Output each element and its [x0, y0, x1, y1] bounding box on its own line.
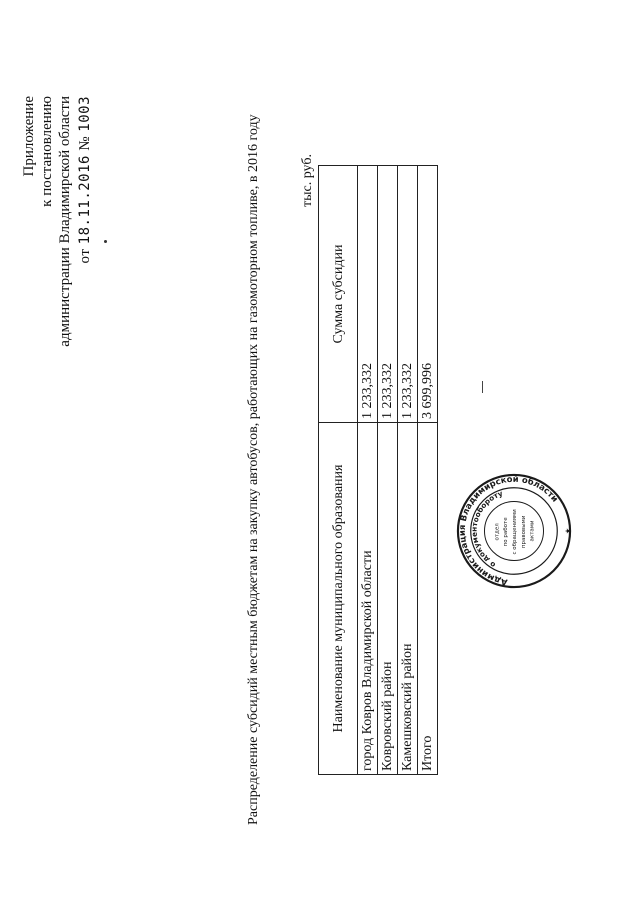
stamp-center-line: правовыми — [520, 515, 527, 549]
table-row-total — [418, 166, 438, 775]
stray-mark — [482, 381, 483, 393]
table-row — [398, 166, 418, 775]
stamp-center-line: по работе — [503, 517, 510, 547]
table-header-row — [319, 166, 358, 775]
appendix-authority: администрации Владимирской области — [57, 96, 73, 347]
header-municipality: Наименование муниципального образования — [319, 423, 358, 775]
header-amount: Сумма субсидии — [319, 166, 358, 423]
stamp-star-icon: ★ — [565, 527, 573, 535]
row-name: город Ковров Владимирской области — [358, 423, 378, 775]
units-label: тыс. руб. — [300, 154, 315, 207]
stamp-outer-text: Администрация Владимирской области — [456, 473, 561, 588]
table-row — [378, 166, 398, 775]
row-name: Камешковский район — [398, 423, 418, 775]
stamp-inner-prefix: о — [487, 559, 498, 570]
appendix-date-number — [76, 96, 94, 263]
number-sign: № — [77, 135, 93, 151]
appendix-title: Приложение — [21, 96, 37, 177]
stamp-inner-word: документообороту — [469, 488, 504, 565]
row-amount: 1 233,332 — [378, 166, 398, 423]
official-stamp — [455, 472, 573, 590]
svg-text:отдел по работе с — [494, 508, 535, 555]
row-amount: 1 233,332 — [358, 166, 378, 423]
date-prefix: от — [77, 248, 93, 264]
document-date: 18.11.2016 — [77, 155, 93, 245]
appendix-reference: к постановлению — [39, 96, 55, 207]
stray-dot — [104, 240, 107, 243]
document-title: Распределение субсидий местным бюджетам на закупку автобусов, работающих на газомоторном топливе, в 2016 году — [246, 114, 261, 825]
table-row — [358, 166, 378, 775]
row-name: Ковровский район — [378, 423, 398, 775]
stamp-center-line: с обращениями — [511, 509, 518, 555]
stamp-center-line: актами — [529, 520, 536, 542]
row-amount: 1 233,332 — [398, 166, 418, 423]
total-label: Итого — [418, 423, 438, 775]
total-amount: 3 699,996 — [418, 166, 438, 423]
stamp-center-line: отдел — [494, 523, 501, 541]
subsidy-table — [318, 165, 438, 775]
document-number: 1003 — [77, 96, 93, 132]
